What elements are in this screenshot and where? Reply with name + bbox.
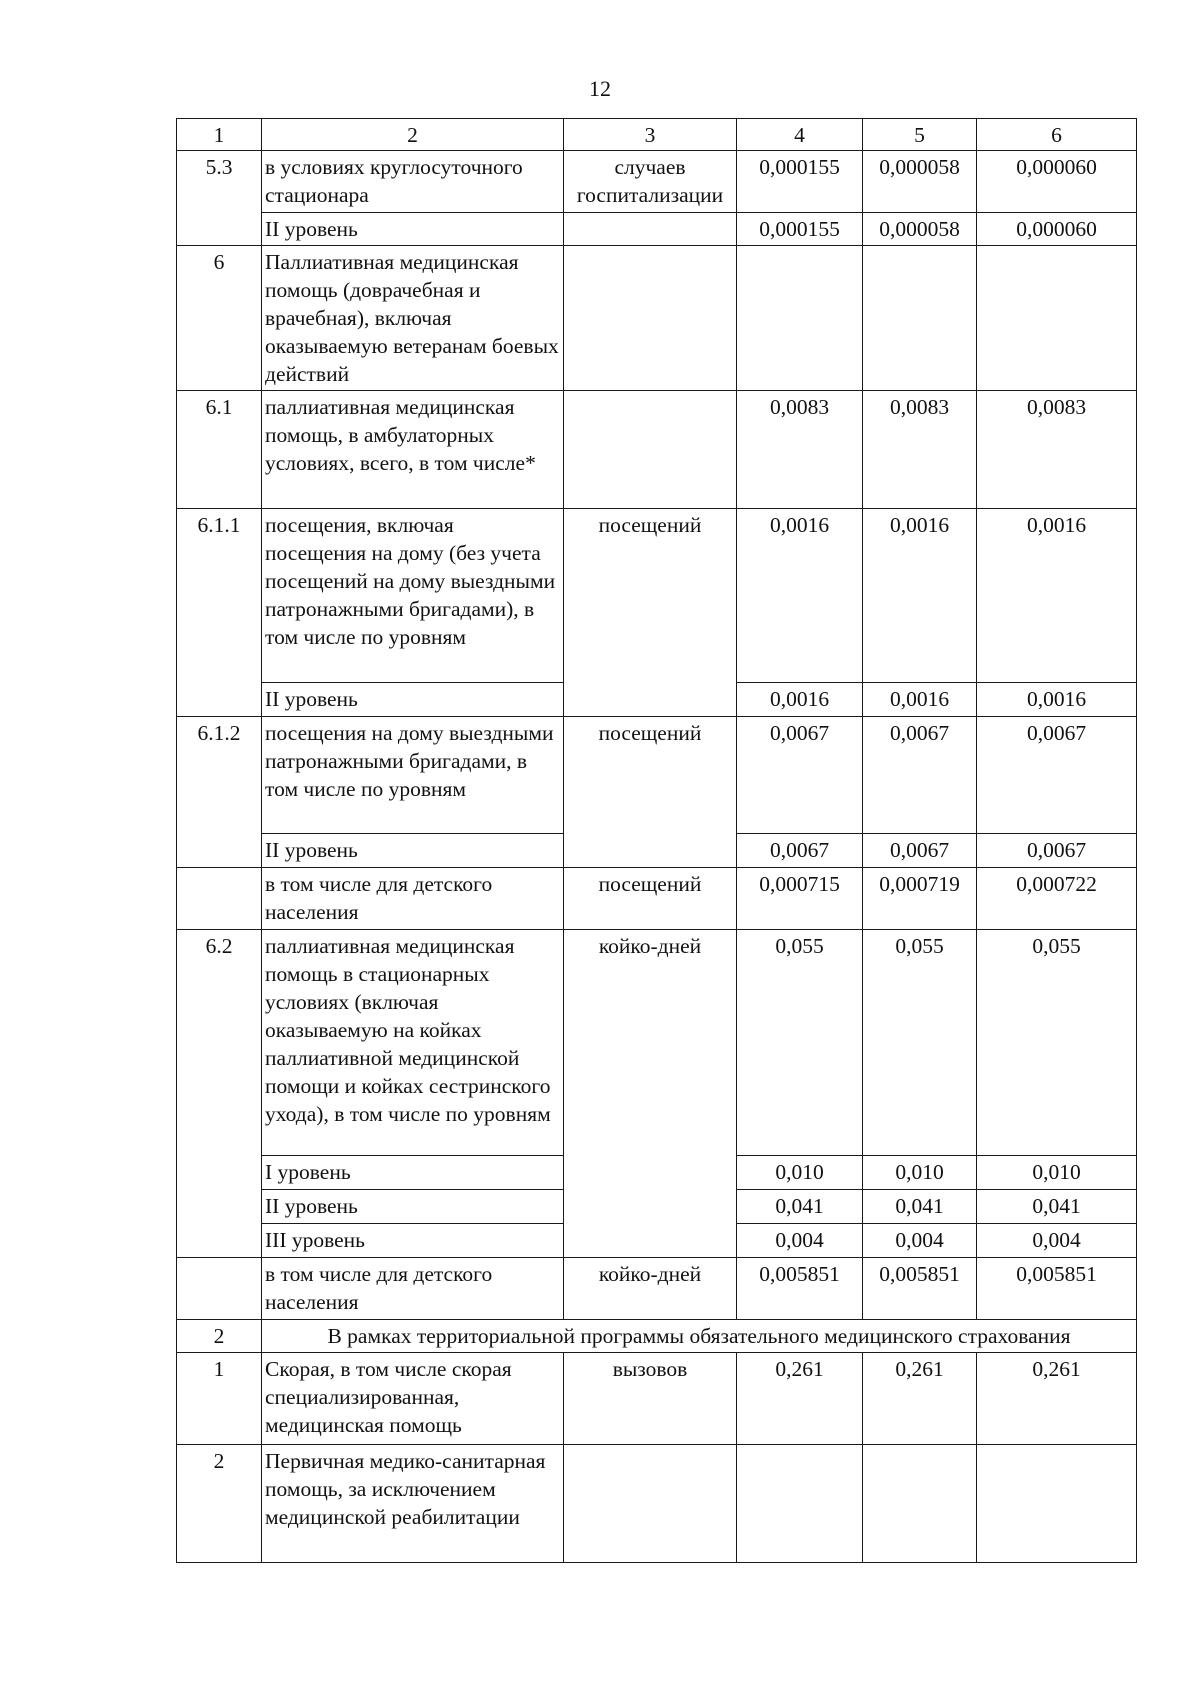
value-cell: 0,005851 — [863, 1258, 977, 1320]
value-cell: 0,005851 — [737, 1258, 863, 1320]
row-number: 2 — [177, 1445, 262, 1563]
row-name: в том числе для детского населения — [262, 868, 564, 930]
table-row — [177, 1258, 1137, 1320]
table-row — [177, 509, 1137, 683]
table-row — [177, 930, 1137, 1156]
table-row — [177, 246, 1137, 391]
row-name: паллиативная медицинская помощь, в амбулаторных условиях, всего, в том числе* — [262, 391, 564, 509]
value-cell: 0,010 — [863, 1156, 977, 1190]
row-number: 5.3 — [177, 151, 262, 246]
table-row — [177, 717, 1137, 834]
row-name: посещения на дому выездными патронажными бригадами, в том числе по уровням — [262, 717, 564, 834]
value-cell: 0,004 — [737, 1224, 863, 1258]
table-row — [177, 213, 1137, 246]
value-cell: 0,0016 — [737, 509, 863, 683]
row-name: II уровень — [262, 213, 564, 246]
row-unit — [564, 246, 737, 391]
value-cell: 0,000155 — [737, 151, 863, 213]
table-row — [177, 1445, 1137, 1563]
row-number: 1 — [177, 1353, 262, 1445]
value-cell: 0,000155 — [737, 213, 863, 246]
header-cell: 1 — [177, 119, 262, 151]
value-cell: 0,000719 — [863, 868, 977, 930]
value-cell: 0,0083 — [863, 391, 977, 509]
value-cell: 0,041 — [863, 1190, 977, 1224]
row-number: 6 — [177, 246, 262, 391]
value-cell: 0,000715 — [737, 868, 863, 930]
header-cell: 4 — [737, 119, 863, 151]
value-cell: 0,0016 — [977, 683, 1137, 717]
value-cell — [737, 246, 863, 391]
value-cell — [863, 246, 977, 391]
row-number — [177, 868, 262, 930]
value-cell: 0,0083 — [977, 391, 1137, 509]
value-cell: 0,000058 — [863, 213, 977, 246]
value-cell — [977, 1445, 1137, 1563]
row-name: паллиативная медицинская помощь в стационарных условиях (включая оказываемую на койках паллиативной медицинской помощи и койках сестринского ухода), в том числе по уровням — [262, 930, 564, 1156]
header-cell: 2 — [262, 119, 564, 151]
table-row — [177, 1353, 1137, 1445]
row-number: 6.1.1 — [177, 509, 262, 717]
volume-table — [176, 118, 1137, 1563]
value-cell: 0,004 — [977, 1224, 1137, 1258]
row-unit — [564, 213, 737, 246]
value-cell: 0,0067 — [863, 834, 977, 868]
value-cell: 0,0083 — [737, 391, 863, 509]
value-cell: 0,0067 — [737, 717, 863, 834]
value-cell: 0,0016 — [863, 683, 977, 717]
value-cell: 0,0067 — [977, 834, 1137, 868]
value-cell: 0,000722 — [977, 868, 1137, 930]
row-name: в условиях круглосуточного стационара — [262, 151, 564, 213]
table-row — [177, 391, 1137, 509]
page-number: 12 — [589, 76, 611, 101]
row-unit — [564, 391, 737, 509]
section-row — [177, 1320, 1137, 1353]
header-cell: 5 — [863, 119, 977, 151]
row-number: 6.2 — [177, 930, 262, 1258]
row-name: II уровень — [262, 1190, 564, 1224]
row-unit: случаев госпитализации — [564, 151, 737, 213]
row-number: 6.1 — [177, 391, 262, 509]
row-name: II уровень — [262, 683, 564, 717]
row-unit: вызовов — [564, 1353, 737, 1445]
value-cell — [737, 1445, 863, 1563]
value-cell: 0,041 — [977, 1190, 1137, 1224]
row-name: Первичная медико-санитарная помощь, за исключением медицинской реабилитации — [262, 1445, 564, 1563]
value-cell: 0,041 — [737, 1190, 863, 1224]
row-name: посещения, включая посещения на дому (без учета посещений на дому выездными патронажными бригадами), в том числе по уровням — [262, 509, 564, 683]
row-unit: койко-дней — [564, 1258, 737, 1320]
value-cell: 0,0016 — [977, 509, 1137, 683]
value-cell: 0,005851 — [977, 1258, 1137, 1320]
row-unit: посещений — [564, 509, 737, 717]
value-cell: 0,055 — [863, 930, 977, 1156]
value-cell: 0,261 — [863, 1353, 977, 1445]
header-cell: 6 — [977, 119, 1137, 151]
value-cell: 0,261 — [977, 1353, 1137, 1445]
row-unit: посещений — [564, 717, 737, 868]
value-cell: 0,0067 — [977, 717, 1137, 834]
header-row — [177, 119, 1137, 151]
row-name: в том числе для детского населения — [262, 1258, 564, 1320]
section-number: 2 — [177, 1320, 262, 1353]
row-name: I уровень — [262, 1156, 564, 1190]
value-cell: 0,261 — [737, 1353, 863, 1445]
value-cell: 0,000058 — [863, 151, 977, 213]
value-cell: 0,010 — [977, 1156, 1137, 1190]
value-cell: 0,0067 — [737, 834, 863, 868]
row-number — [177, 1258, 262, 1320]
table-row — [177, 868, 1137, 930]
header-cell: 3 — [564, 119, 737, 151]
value-cell: 0,055 — [977, 930, 1137, 1156]
row-number: 6.1.2 — [177, 717, 262, 868]
row-unit: посещений — [564, 868, 737, 930]
value-cell: 0,010 — [737, 1156, 863, 1190]
section-title: В рамках территориальной программы обязательного медицинского страхования — [262, 1320, 1137, 1353]
value-cell: 0,0067 — [863, 717, 977, 834]
value-cell: 0,000060 — [977, 213, 1137, 246]
row-name: Скорая, в том числе скорая специализированная, медицинская помощь — [262, 1353, 564, 1445]
table-row — [177, 151, 1137, 213]
value-cell — [977, 246, 1137, 391]
value-cell: 0,004 — [863, 1224, 977, 1258]
row-name: II уровень — [262, 834, 564, 868]
value-cell: 0,000060 — [977, 151, 1137, 213]
row-unit — [564, 1445, 737, 1563]
value-cell: 0,055 — [737, 930, 863, 1156]
value-cell — [863, 1445, 977, 1563]
value-cell: 0,0016 — [863, 509, 977, 683]
row-name: Паллиативная медицинская помощь (доврачебная и врачебная), включая оказываемую ветеранам боевых действий — [262, 246, 564, 391]
value-cell: 0,0016 — [737, 683, 863, 717]
row-name: III уровень — [262, 1224, 564, 1258]
row-unit: койко-дней — [564, 930, 737, 1258]
